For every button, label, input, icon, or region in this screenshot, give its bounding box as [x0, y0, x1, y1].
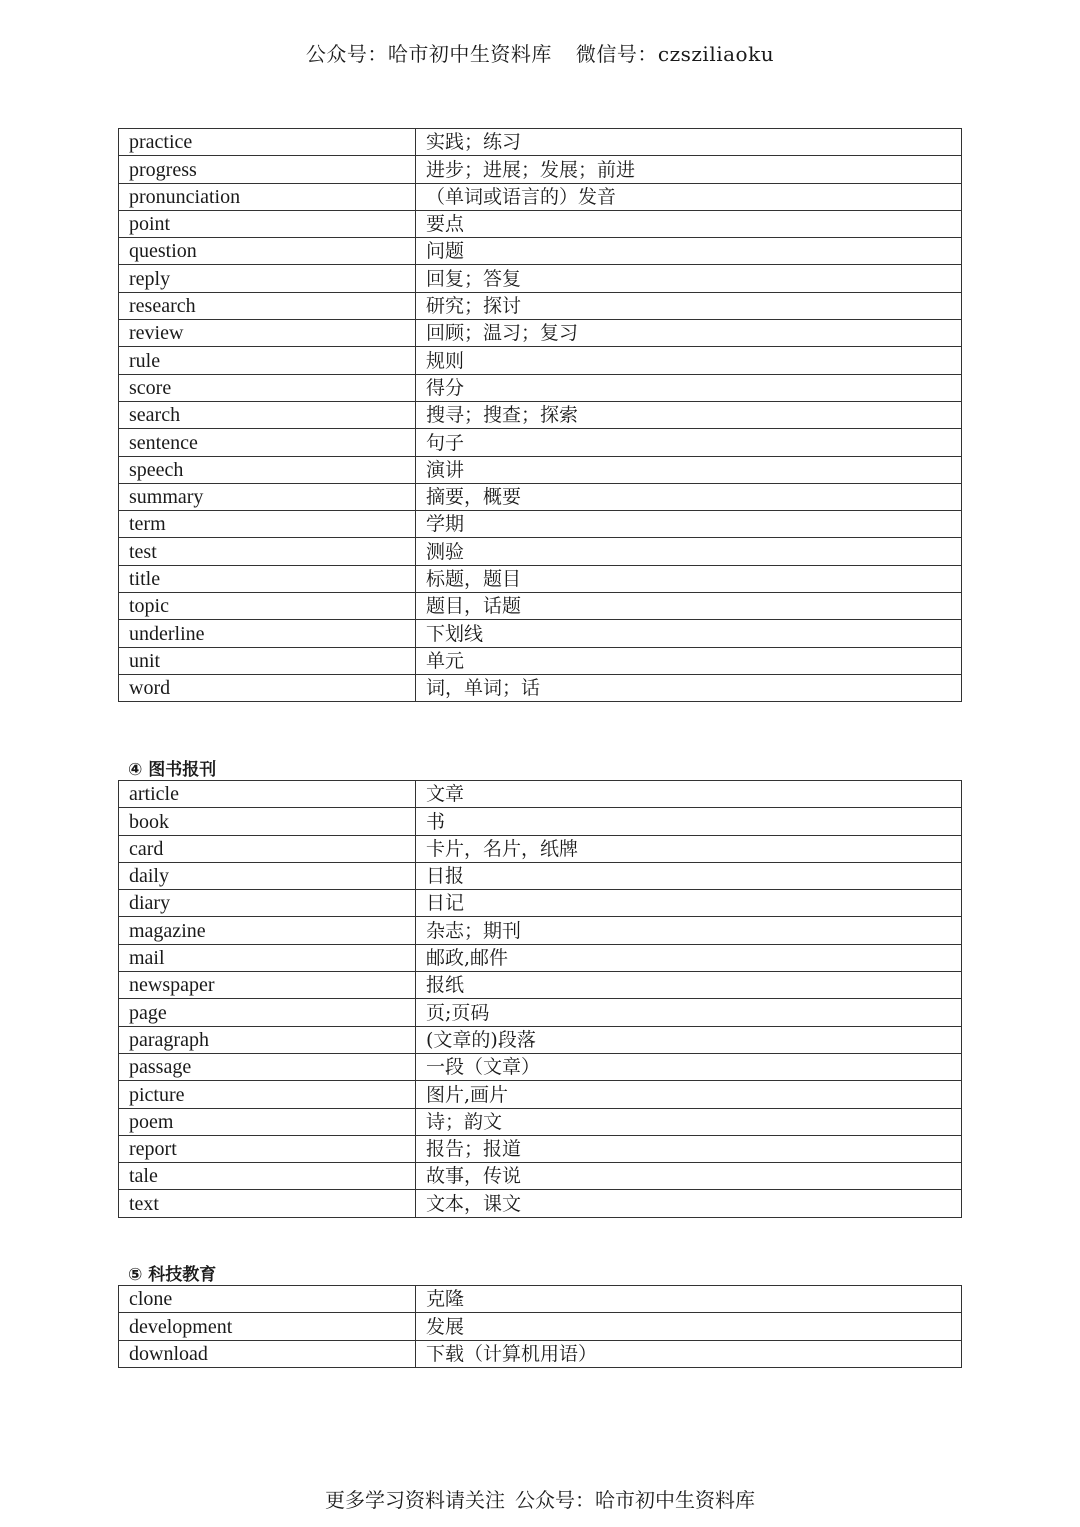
chinese-meaning: 摘要，概要 — [416, 483, 962, 510]
english-word: search — [119, 401, 416, 428]
english-word: score — [119, 374, 416, 401]
chinese-meaning: 词，单词；话 — [416, 674, 962, 701]
header-wechat-id: 微信号：czsziliaoku — [575, 42, 775, 66]
table-row — [119, 210, 962, 237]
table-row — [119, 808, 962, 835]
english-word: text — [119, 1190, 416, 1217]
table-row — [119, 944, 962, 971]
chinese-meaning: 研究；探讨 — [416, 292, 962, 319]
chinese-meaning: 下载（计算机用语） — [416, 1340, 962, 1367]
table-row — [119, 156, 962, 183]
english-word: newspaper — [119, 972, 416, 999]
english-word: page — [119, 999, 416, 1026]
table-row — [119, 429, 962, 456]
chinese-meaning: 搜寻；搜查；探索 — [416, 401, 962, 428]
english-word: test — [119, 538, 416, 565]
table-row — [119, 292, 962, 319]
table-row — [119, 320, 962, 347]
table-row — [119, 511, 962, 538]
chinese-meaning: 下划线 — [416, 620, 962, 647]
english-word: term — [119, 511, 416, 538]
table-row — [119, 238, 962, 265]
english-word: summary — [119, 483, 416, 510]
chinese-meaning: 页;页码 — [416, 999, 962, 1026]
footer-follow-text: 更多学习资料请关注 — [325, 1488, 505, 1512]
table-row — [119, 265, 962, 292]
english-word: magazine — [119, 917, 416, 944]
english-word: speech — [119, 456, 416, 483]
table-row — [119, 1340, 962, 1367]
table-row — [119, 456, 962, 483]
chinese-meaning: 得分 — [416, 374, 962, 401]
table-row — [119, 483, 962, 510]
english-word: poem — [119, 1108, 416, 1135]
section-heading-books: ④ 图书报刊 — [128, 760, 217, 780]
chinese-meaning: 问题 — [416, 238, 962, 265]
english-word: passage — [119, 1053, 416, 1080]
english-word: practice — [119, 129, 416, 156]
chinese-meaning: （单词或语言的）发音 — [416, 183, 962, 210]
english-word: picture — [119, 1081, 416, 1108]
chinese-meaning: 图片,画片 — [416, 1081, 962, 1108]
footer-account-name: 公众号：哈市初中生资料库 — [515, 1488, 755, 1512]
table-row — [119, 1313, 962, 1340]
english-word: unit — [119, 647, 416, 674]
english-word: diary — [119, 890, 416, 917]
english-word: daily — [119, 862, 416, 889]
table-row — [119, 862, 962, 889]
chinese-meaning: 文章 — [416, 781, 962, 808]
english-word: card — [119, 835, 416, 862]
english-word: underline — [119, 620, 416, 647]
chinese-meaning: 发展 — [416, 1313, 962, 1340]
chinese-meaning: 书 — [416, 808, 962, 835]
chinese-meaning: 单元 — [416, 647, 962, 674]
chinese-meaning: 要点 — [416, 210, 962, 237]
table-row — [119, 1108, 962, 1135]
chinese-meaning: 克隆 — [416, 1286, 962, 1313]
chinese-meaning: 日记 — [416, 890, 962, 917]
table-row — [119, 972, 962, 999]
english-word: review — [119, 320, 416, 347]
table-row — [119, 1286, 962, 1313]
chinese-meaning: 诗；韵文 — [416, 1108, 962, 1135]
table-row — [119, 917, 962, 944]
english-word: progress — [119, 156, 416, 183]
chinese-meaning: 句子 — [416, 429, 962, 456]
vocab-table-section-3 — [118, 128, 962, 702]
chinese-meaning: 文本，课文 — [416, 1190, 962, 1217]
vocab-table-books — [118, 780, 962, 1218]
english-word: topic — [119, 593, 416, 620]
table-row — [119, 890, 962, 917]
table-row — [119, 1053, 962, 1080]
english-word: article — [119, 781, 416, 808]
chinese-meaning: 邮政,邮件 — [416, 944, 962, 971]
table-row — [119, 401, 962, 428]
table-row — [119, 999, 962, 1026]
table-row — [119, 1163, 962, 1190]
chinese-meaning: 进步；进展；发展；前进 — [416, 156, 962, 183]
chinese-meaning: 卡片，名片，纸牌 — [416, 835, 962, 862]
chinese-meaning: 演讲 — [416, 456, 962, 483]
table-row — [119, 1190, 962, 1217]
english-word: development — [119, 1313, 416, 1340]
table-row — [119, 565, 962, 592]
english-word: question — [119, 238, 416, 265]
table-row — [119, 374, 962, 401]
english-word: point — [119, 210, 416, 237]
chinese-meaning: 标题，题目 — [416, 565, 962, 592]
table-row — [119, 1026, 962, 1053]
table-row — [119, 593, 962, 620]
table-row — [119, 347, 962, 374]
chinese-meaning: 故事，传说 — [416, 1163, 962, 1190]
table-row — [119, 1135, 962, 1162]
english-word: title — [119, 565, 416, 592]
english-word: word — [119, 674, 416, 701]
table-row — [119, 620, 962, 647]
english-word: book — [119, 808, 416, 835]
table-row — [119, 183, 962, 210]
chinese-meaning: 题目，话题 — [416, 593, 962, 620]
english-word: paragraph — [119, 1026, 416, 1053]
english-word: clone — [119, 1286, 416, 1313]
english-word: report — [119, 1135, 416, 1162]
english-word: rule — [119, 347, 416, 374]
header-account-name: 公众号：哈市初中生资料库 — [305, 42, 552, 66]
chinese-meaning: 实践；练习 — [416, 129, 962, 156]
table-row — [119, 674, 962, 701]
table-row — [119, 538, 962, 565]
chinese-meaning: 规则 — [416, 347, 962, 374]
chinese-meaning: 测验 — [416, 538, 962, 565]
table-row — [119, 129, 962, 156]
english-word: research — [119, 292, 416, 319]
chinese-meaning: 报告；报道 — [416, 1135, 962, 1162]
section-heading-tech-education: ⑤ 科技教育 — [128, 1265, 217, 1285]
chinese-meaning: 回复；答复 — [416, 265, 962, 292]
vocab-table-tech-education — [118, 1285, 962, 1368]
table-row — [119, 1081, 962, 1108]
page-header — [0, 38, 1080, 67]
chinese-meaning: 杂志；期刊 — [416, 917, 962, 944]
table-row — [119, 647, 962, 674]
chinese-meaning: 一段（文章） — [416, 1053, 962, 1080]
english-word: mail — [119, 944, 416, 971]
english-word: download — [119, 1340, 416, 1367]
english-word: reply — [119, 265, 416, 292]
table-row — [119, 781, 962, 808]
chinese-meaning: 报纸 — [416, 972, 962, 999]
english-word: sentence — [119, 429, 416, 456]
english-word: pronunciation — [119, 183, 416, 210]
chinese-meaning: 回顾；温习；复习 — [416, 320, 962, 347]
chinese-meaning: 日报 — [416, 862, 962, 889]
table-row — [119, 835, 962, 862]
chinese-meaning: (文章的)段落 — [416, 1026, 962, 1053]
english-word: tale — [119, 1163, 416, 1190]
chinese-meaning: 学期 — [416, 511, 962, 538]
page-footer — [0, 1484, 1080, 1513]
